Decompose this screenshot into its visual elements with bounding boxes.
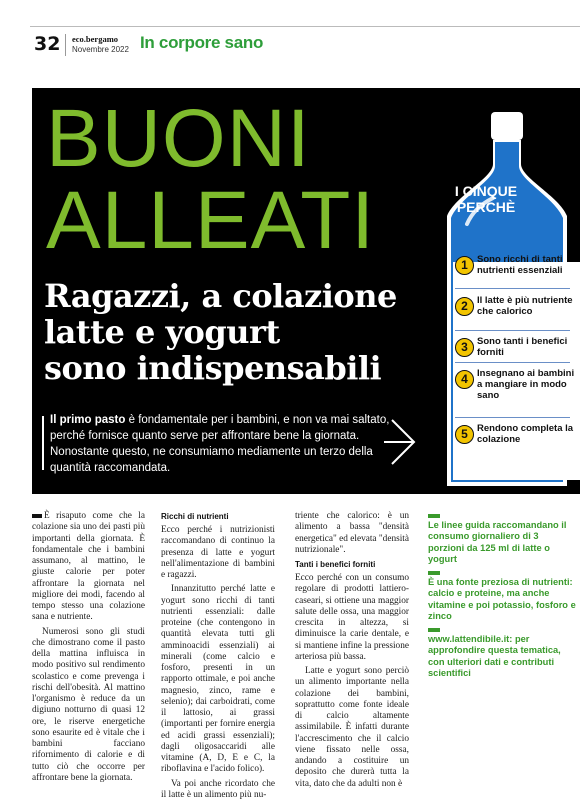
panel-title-line-2: PERCHÈ: [456, 199, 516, 215]
fact-marker: [428, 571, 440, 575]
reason-text: Sono tanti i benefici forniti: [477, 336, 568, 358]
reason-text: Sono ricchi di tanti nutrienti essenziali: [477, 254, 563, 276]
fact-text: Le linee guida raccomandano il consumo giornaliero di 3 porzioni da 125 ml di latte o yogurt: [428, 520, 567, 564]
reason-divider: [455, 330, 570, 331]
reason-text: Insegnano ai bambini a mangiare in modo sano: [477, 368, 575, 401]
reason-number: 4: [455, 370, 474, 389]
headline-line-1: BUONI: [46, 93, 311, 184]
facts-sidebar: [428, 514, 576, 685]
fact-marker: [428, 514, 440, 518]
panel-title: [436, 183, 536, 215]
body-column-2: [161, 511, 275, 804]
body-paragraph: Innanzitutto perché latte e yogurt sono ricchi di tanti nutrienti essenziali: dalle proteine (che contengono in quantità elevata tutti gli amminoacidi essenziali) ai minerali (come calcio e fosforo, presenti in un rapporto ottimale, e poi anche magnesio, zinco, rame e selenio); dai carboidrati, come il lattosio, ai grassi (importanti per fornire energia ed acidi grassi essenziali); dagli oligosaccaridi alle vitamine (A, D, E e C, la riboflavina e l'acido folico).: [161, 584, 275, 775]
arrow-right-icon: [384, 416, 420, 468]
page-number: 32: [34, 33, 61, 55]
section-title: In corpore sano: [140, 33, 264, 52]
panel-title-line-1: I CINQUE: [454, 183, 518, 199]
lead-bold: Il primo pasto: [50, 414, 126, 426]
header-divider: [65, 34, 66, 56]
header-rule: [30, 26, 580, 27]
lead-bar: [42, 416, 44, 470]
body-column-3: [295, 511, 409, 793]
fact-marker: [428, 628, 440, 632]
lead-text: è fondamentale per i bambini, e non va mai saltato, perché fornisce quanto serve per affrontare bene la giornata. Nonostante questo, ne consumiamo mediamente un terzo della quantità raccomandata.: [50, 414, 390, 474]
fact-item: [428, 571, 576, 622]
paragraph-text: È risaputo come che la colazione sia uno dei pasti più importanti della giornata. È fondamentale che i bambini assumano, al mattino, le giuste calorie per poter affrontare la giornata nel migliore dei modi, facendo al tempo stesso una colazione sana e nutriente.: [32, 511, 145, 623]
body-paragraph: Va poi anche ricordato che il latte è un alimento più nu-: [161, 778, 275, 800]
paragraph-marker: [32, 514, 42, 518]
page-header: [0, 0, 580, 72]
reason-number: 2: [455, 297, 474, 316]
publication-name: eco.bergamo: [72, 34, 119, 44]
subtitle-line-2: latte e yogurt: [44, 313, 280, 351]
reason-text: Il latte è più nutriente che calorico: [477, 295, 573, 317]
reason-text: Rendono completa la colazione: [477, 423, 574, 445]
fact-item: [428, 514, 576, 565]
fact-text: È una fonte preziosa di nutrienti: calcio e proteine, ma anche vitamine e poi potassio, fosforo e zinco: [428, 577, 576, 621]
fact-item[interactable]: [428, 628, 576, 679]
reason-divider: [455, 362, 570, 363]
body-paragraph: Latte e yogurt sono perciò un alimento importante nella colazione dei bambini, soprattutto come fonte ideale di calcio altamente assimilabile. È infatti durante l'accrescimento che il calcio viene fissato nelle ossa, andando a costituire un deposito che durerà tutta la vita, dato che da adulti non è: [295, 666, 409, 789]
headline-line-2: ALLEATI: [46, 175, 376, 266]
reason-number: 1: [455, 256, 474, 275]
body-paragraph: Ecco perché i nutrizionisti raccomandano di continuo la presenza di latte e yogurt nell'alimentazione di bambini e ragazzi.: [161, 525, 275, 580]
subtitle-line-1: Ragazzi, a colazione: [44, 277, 397, 315]
subheading: Tanti i benefici forniti: [295, 560, 376, 569]
reason-number: 3: [455, 338, 474, 357]
body-paragraph: [32, 511, 145, 624]
website-link[interactable]: www.lattendibile.it: per approfondire questa tematica, con ulteriori dati e contributi scientifici: [428, 634, 561, 678]
subtitle: [44, 278, 434, 386]
body-column-1: [32, 511, 145, 787]
subheading: Ricchi di nutrienti: [161, 512, 229, 521]
publication-date: Novembre 2022: [72, 45, 129, 54]
subtitle-line-3: sono indispensabili: [44, 349, 382, 387]
lead-paragraph: [50, 412, 390, 476]
reason-divider: [455, 288, 570, 289]
body-paragraph: Numerosi sono gli studi che dimostrano come il pasto della mattina influisca in modo positivo sul rendimento scolastico e come prevenga i rischi dell'obesità. Al mattino l'organismo è reduce da un digiuno notturno di quasi 12 ore, le riserve energetiche sono esaurite ed è vitale che i bambini facciano rifornimento di calorie e di tutto ciò che occorre per affrontare bene la giornata.: [32, 626, 145, 783]
reason-number: 5: [455, 425, 474, 444]
body-paragraph: Ecco perché con un consumo regolare di prodotti lattiero-caseari, si ottiene una maggior salute delle ossa, una maggior crescita in altezza, si diminuisce la carie dentale, e si mantiene infine la pressione arteriosa più bassa.: [295, 573, 409, 662]
body-paragraph: triente che calorico: è un alimento a bassa "densità energetica" ed elevata "densità nutrizionale".: [295, 511, 410, 555]
reason-divider: [455, 417, 570, 418]
